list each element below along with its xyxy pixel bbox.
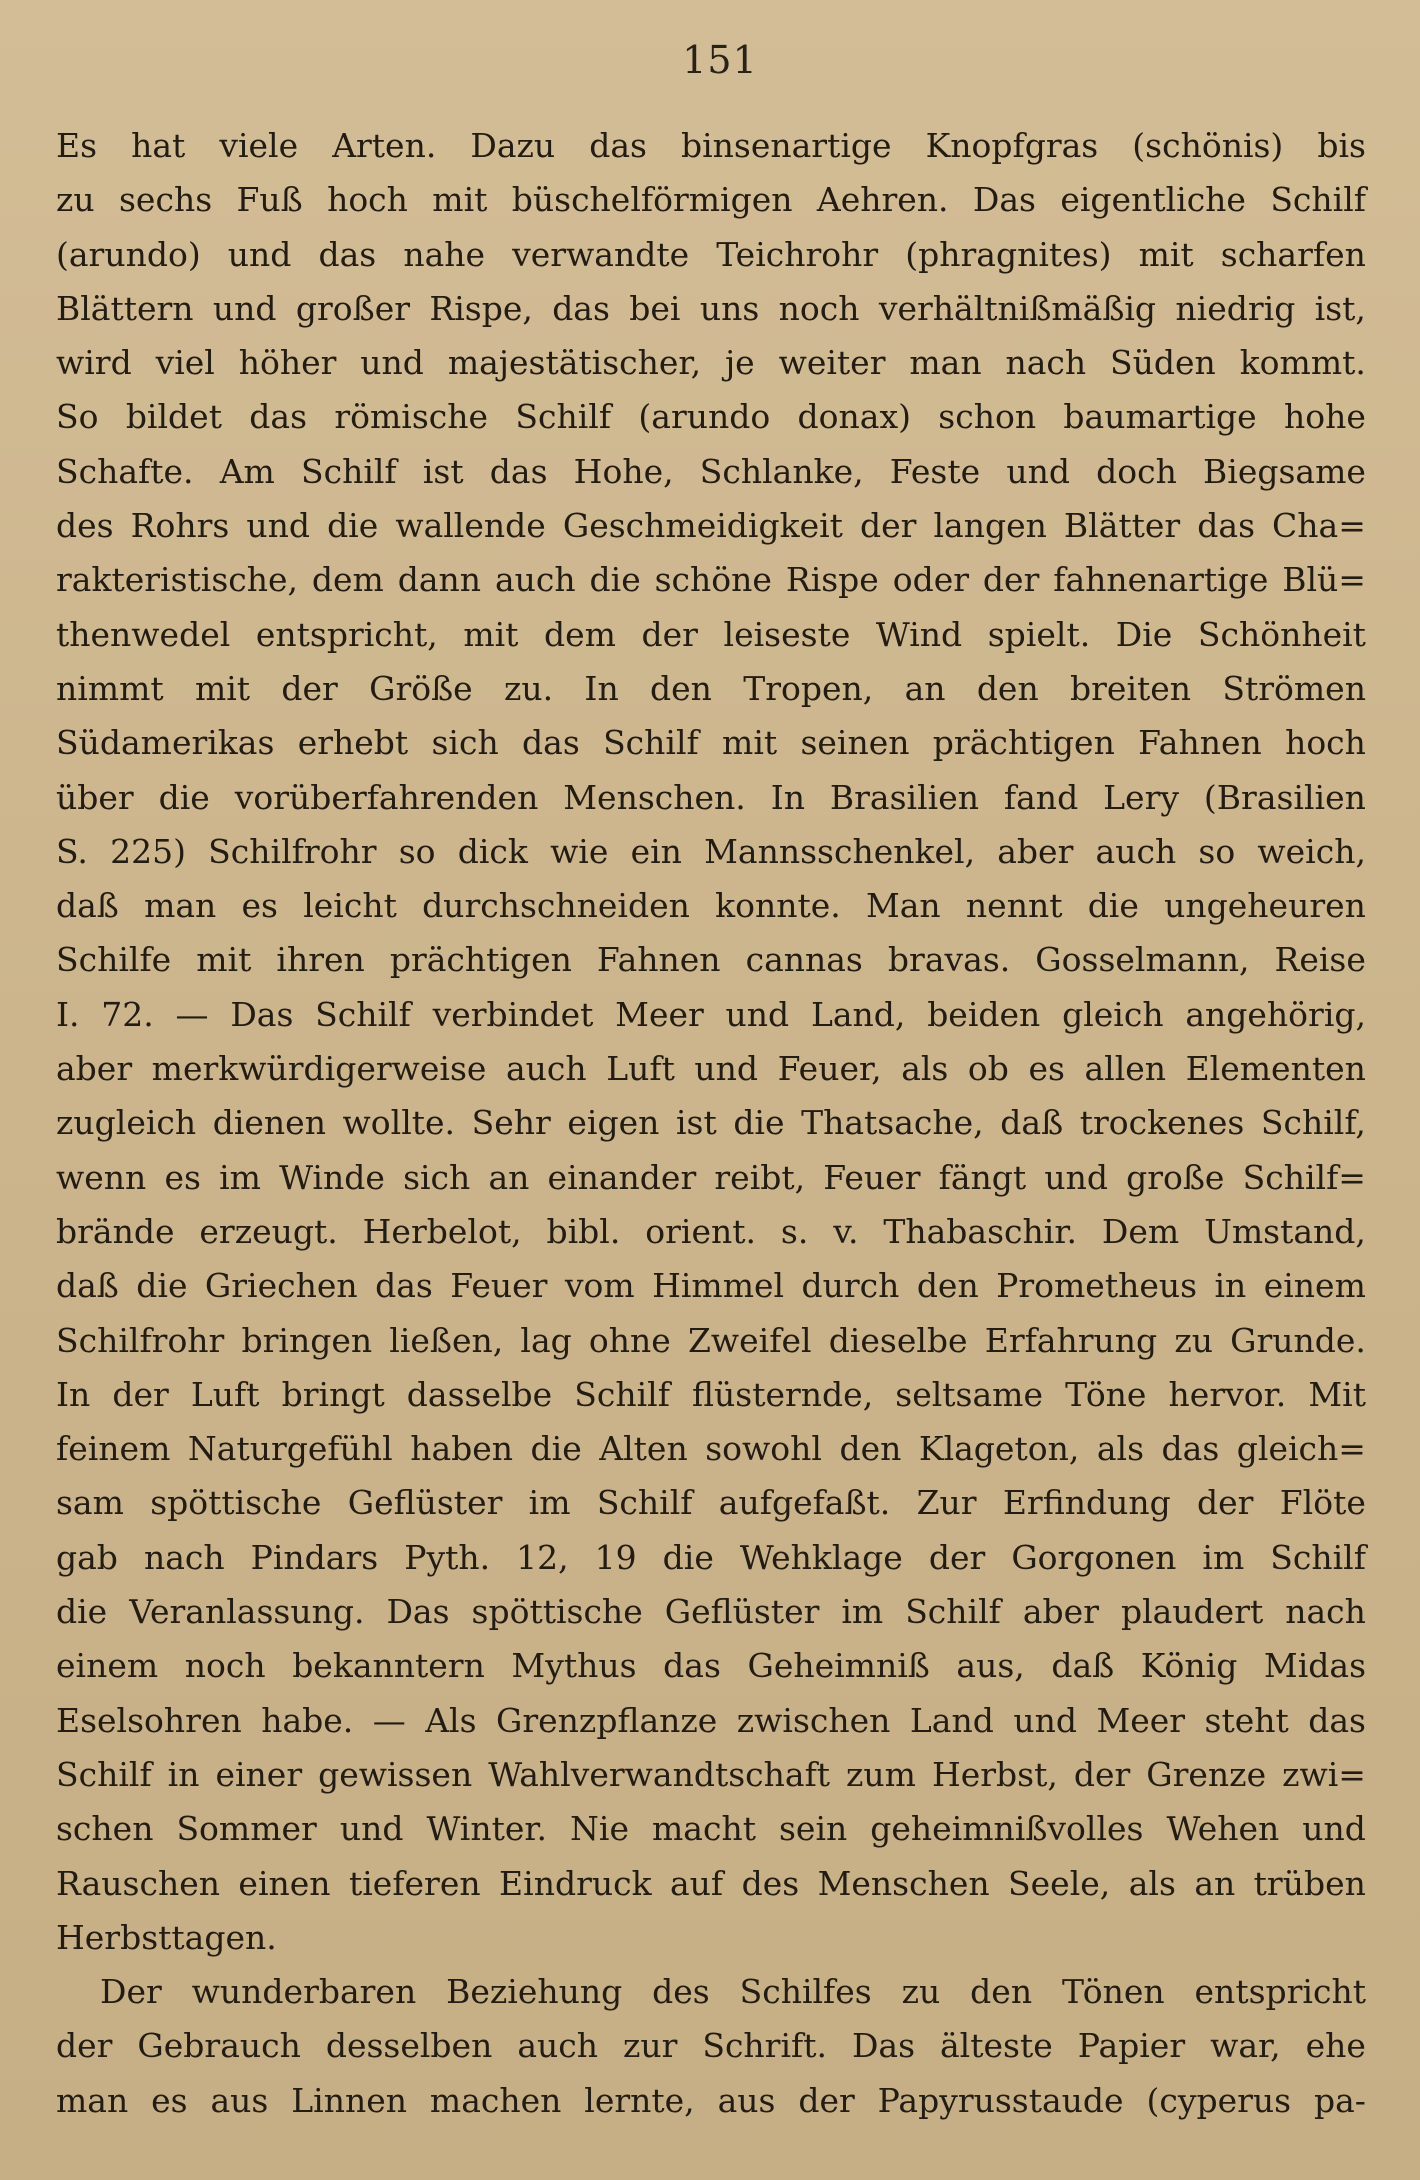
text-line: des Rohrs und die wallende Geschmeidigkeit der langen Blätter das Cha= — [56, 506, 1366, 546]
text-line: einem noch bekanntern Mythus das Geheimniß aus, daß König Midas — [56, 1646, 1366, 1686]
text-line: Blättern und großer Rispe, das bei uns noch verhältnißmäßig niedrig ist, — [56, 288, 1366, 328]
text-line: Schilfe mit ihren prächtigen Fahnen cannas bravas. Gosselmann, Reise — [56, 940, 1366, 980]
paragraph — [56, 126, 1366, 1972]
text-line: Schilfrohr bringen ließen, lag ohne Zweifel dieselbe Erfahrung zu Grunde. — [56, 1320, 1366, 1360]
text-line: man es aus Linnen machen lernte, aus der Papyrusstaude (cyperus pa- — [56, 2080, 1366, 2120]
text-line: (arundo) und das nahe verwandte Teichrohr (phragnites) mit scharfen — [56, 234, 1366, 274]
text-line: nimmt mit der Größe zu. In den Tropen, an den breiten Strömen — [56, 668, 1366, 708]
text-line: Es hat viele Arten. Dazu das binsenartige Knopfgras (schönis) bis — [56, 126, 1366, 165]
text-line: S. 225) Schilfrohr so dick wie ein Mannsschenkel, aber auch so weich, — [56, 831, 1366, 871]
text-line: schen Sommer und Winter. Nie macht sein geheimnißvolles Wehen und — [56, 1809, 1366, 1849]
text-line: brände erzeugt. Herbelot, bibl. orient. s. v. Thabaschir. Dem Umstand, — [56, 1211, 1366, 1251]
body-text — [56, 126, 1366, 2135]
text-line: rakteristische, dem dann auch die schöne Rispe oder der fahnenartige Blü= — [56, 560, 1366, 600]
text-line: Herbsttagen. — [56, 1917, 277, 1957]
text-line: wenn es im Winde sich an einander reibt, Feuer fängt und große Schilf= — [56, 1157, 1366, 1197]
text-line: der Gebrauch desselben auch zur Schrift. Das älteste Papier war, ehe — [56, 2026, 1366, 2066]
text-line: sam spöttische Geflüster im Schilf aufgefaßt. Zur Erfindung der Flöte — [56, 1483, 1366, 1523]
text-line: gab nach Pindars Pyth. 12, 19 die Wehklage der Gorgonen im Schilf — [56, 1537, 1366, 1577]
text-line: Schafte. Am Schilf ist das Hohe, Schlanke, Feste und doch Biegsame — [56, 451, 1366, 491]
text-line: zugleich dienen wollte. Sehr eigen ist die Thatsache, daß trockenes Schilf, — [56, 1103, 1366, 1143]
text-line: wird viel höher und majestätischer, je weiter man nach Süden kommt. — [56, 343, 1366, 383]
text-line: über die vorüberfahrenden Menschen. In Brasilien fand Lery (Brasilien — [56, 777, 1366, 817]
text-line: feinem Naturgefühl haben die Alten sowohl den Klageton, als das gleich= — [56, 1429, 1366, 1469]
text-line: Rauschen einen tieferen Eindruck auf des Menschen Seele, als an trüben — [56, 1863, 1366, 1903]
text-line: aber merkwürdigerweise auch Luft und Feuer, als ob es allen Elementen — [56, 1049, 1366, 1089]
text-line: So bildet das römische Schilf (arundo donax) schon baumartige hohe — [56, 397, 1366, 437]
text-line: zu sechs Fuß hoch mit büschelförmigen Aehren. Das eigentliche Schilf — [56, 180, 1366, 220]
text-line: die Veranlassung. Das spöttische Geflüster im Schilf aber plaudert nach — [56, 1592, 1366, 1632]
text-line: In der Luft bringt dasselbe Schilf flüsternde, seltsame Töne hervor. Mit — [56, 1374, 1366, 1414]
text-line: Der wunderbaren Beziehung des Schilfes zu den Tönen entspricht — [100, 1972, 1366, 2012]
page-number: 151 — [682, 38, 758, 82]
paragraph — [56, 1972, 1366, 2135]
text-line: Südamerikas erhebt sich das Schilf mit seinen prächtigen Fahnen hoch — [56, 723, 1366, 763]
text-line: thenwedel entspricht, mit dem der leiseste Wind spielt. Die Schönheit — [56, 614, 1366, 654]
text-line: Eselsohren habe. — Als Grenzpflanze zwischen Land und Meer steht das — [56, 1700, 1366, 1740]
text-line: daß man es leicht durchschneiden konnte. Man nennt die ungeheuren — [56, 886, 1366, 926]
text-line: Schilf in einer gewissen Wahlverwandtschaft zum Herbst, der Grenze zwi= — [56, 1754, 1366, 1794]
text-line: I. 72. — Das Schilf verbindet Meer und Land, beiden gleich angehörig, — [56, 994, 1366, 1034]
text-line: daß die Griechen das Feuer vom Himmel durch den Prometheus in einem — [56, 1266, 1366, 1306]
